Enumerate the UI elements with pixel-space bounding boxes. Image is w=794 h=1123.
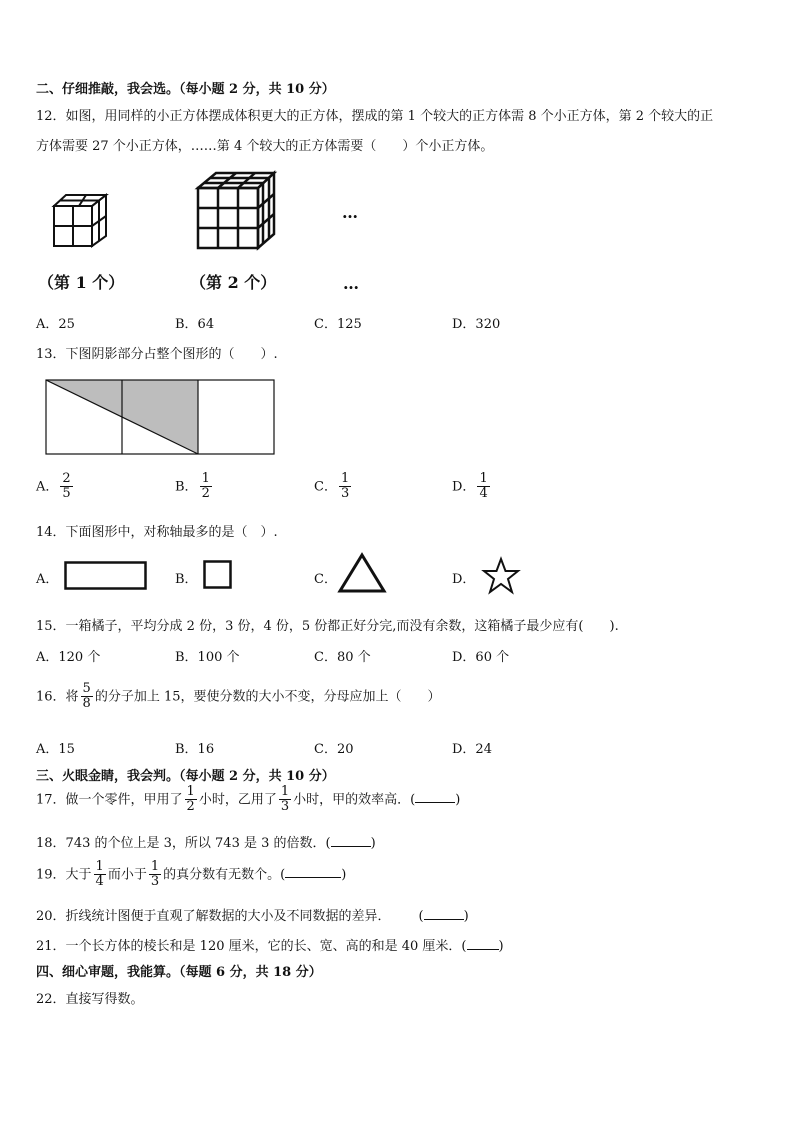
q22-text: 22．直接写得数。: [36, 992, 144, 1007]
q14-option-c[interactable]: C．: [314, 572, 337, 587]
fraction: $\frac{1}{3}$: [340, 471, 350, 502]
q16-option-c[interactable]: C．20: [314, 742, 354, 757]
fraction: $\frac{1}{2}$: [186, 784, 195, 815]
answer-blank[interactable]: [467, 939, 499, 950]
q12-line2: 方体需要 27 个小正方体，……第 4 个较大的正方体需要（ ）个小正方体。: [36, 139, 494, 154]
q20-text: 20．折线统计图便于直观了解数据的大小及不同数据的差异． ( ): [36, 909, 469, 924]
star-icon: [481, 557, 521, 595]
q15-option-a[interactable]: A．120 个: [36, 650, 101, 665]
q12-option-a[interactable]: A．25: [36, 317, 75, 332]
rectangle-icon: [64, 561, 148, 591]
q13-text: 13．下图阴影部分占整个图形的（ ）.: [36, 347, 278, 362]
cube-2x2-figure: [50, 192, 112, 250]
fraction: $\frac{1}{2}$: [201, 471, 210, 502]
q18-text: 18．743 的个位上是 3，所以 743 是 3 的倍数．( ): [36, 836, 376, 851]
q14-option-a[interactable]: A．: [36, 572, 59, 587]
q16-option-d[interactable]: D．24: [452, 742, 492, 757]
q21-text: 21．一个长方体的棱长和是 120 厘米，它的长、宽、高的和是 40 厘米．( ): [36, 939, 504, 954]
q12-option-c[interactable]: C．125: [314, 317, 362, 332]
q12-line1: 12．如图，用同样的小正方体摆成体积更大的正方体，摆成的第 1 个较大的正方体需 8 个小正方体，第 2 个较大的正: [36, 109, 714, 124]
answer-blank[interactable]: [285, 867, 341, 878]
fraction: $\frac{5}{8}$: [82, 681, 91, 712]
q19-text: 19．大于 $\frac{1}{4}$ 而小于 $\frac{1}{3}$ 的真分数有无数个。( ): [36, 859, 347, 890]
triangle-icon: [338, 552, 386, 594]
section-2-title: 二、仔细推敲，我会选。（每小题 2 分，共 10 分）: [36, 82, 335, 97]
ellipsis-top: …: [342, 203, 358, 222]
q14-option-b[interactable]: B．: [175, 572, 198, 587]
shaded-rectangle-figure: [45, 379, 277, 457]
section-3-title: 三、火眼金睛，我会判。（每小题 2 分，共 10 分）: [36, 769, 335, 784]
q13-option-d[interactable]: D． $\frac{1}{4}$: [452, 471, 488, 502]
q15-option-d[interactable]: D．60 个: [452, 650, 510, 665]
fraction: $\frac{1}{3}$: [280, 784, 290, 815]
square-icon: [203, 560, 233, 590]
q16-text: 16．将 $\frac{5}{8}$ 的分子加上 15，要使分数的大小不变，分母应加上（ ）: [36, 681, 441, 712]
q13-option-c[interactable]: C． $\frac{1}{3}$: [314, 471, 350, 502]
answer-blank[interactable]: [424, 909, 464, 920]
fraction: $\frac{1}{4}$: [95, 859, 104, 890]
q17-text: 17．做一个零件，甲用了 $\frac{1}{2}$ 小时，乙用了 $\frac{1}{3}$ 小时，甲的效率高．( ): [36, 784, 461, 815]
caption-second: （第 2 个）: [190, 273, 277, 292]
q16-option-a[interactable]: A．15: [36, 742, 75, 757]
q14-text: 14．下面图形中，对称轴最多的是（ ）.: [36, 525, 278, 540]
cube-3x3-figure: [194, 170, 278, 252]
q15-option-c[interactable]: C．80 个: [314, 650, 371, 665]
fraction: $\frac{1}{3}$: [150, 859, 160, 890]
ellipsis-bottom: …: [343, 274, 359, 293]
q12-option-b[interactable]: B．64: [175, 317, 215, 332]
answer-blank[interactable]: [331, 836, 371, 847]
fraction: $\frac{1}{4}$: [479, 471, 488, 502]
answer-blank[interactable]: [415, 792, 455, 803]
caption-first: （第 1 个）: [38, 273, 125, 292]
section-4-title: 四、细心审题，我能算。（每题 6 分，共 18 分）: [36, 965, 322, 980]
q15-option-b[interactable]: B．100 个: [175, 650, 240, 665]
q13-option-a[interactable]: A． $\frac{2}{5}$: [36, 471, 71, 502]
q14-option-d[interactable]: D．: [452, 572, 476, 587]
q15-text: 15．一箱橘子，平均分成 2 份，3 份，4 份，5 份都正好分完,而没有余数，这箱橘子最少应有( ).: [36, 619, 619, 634]
q16-option-b[interactable]: B．16: [175, 742, 215, 757]
fraction: $\frac{2}{5}$: [62, 471, 71, 502]
q12-option-d[interactable]: D．320: [452, 317, 501, 332]
q13-option-b[interactable]: B． $\frac{1}{2}$: [175, 471, 210, 502]
